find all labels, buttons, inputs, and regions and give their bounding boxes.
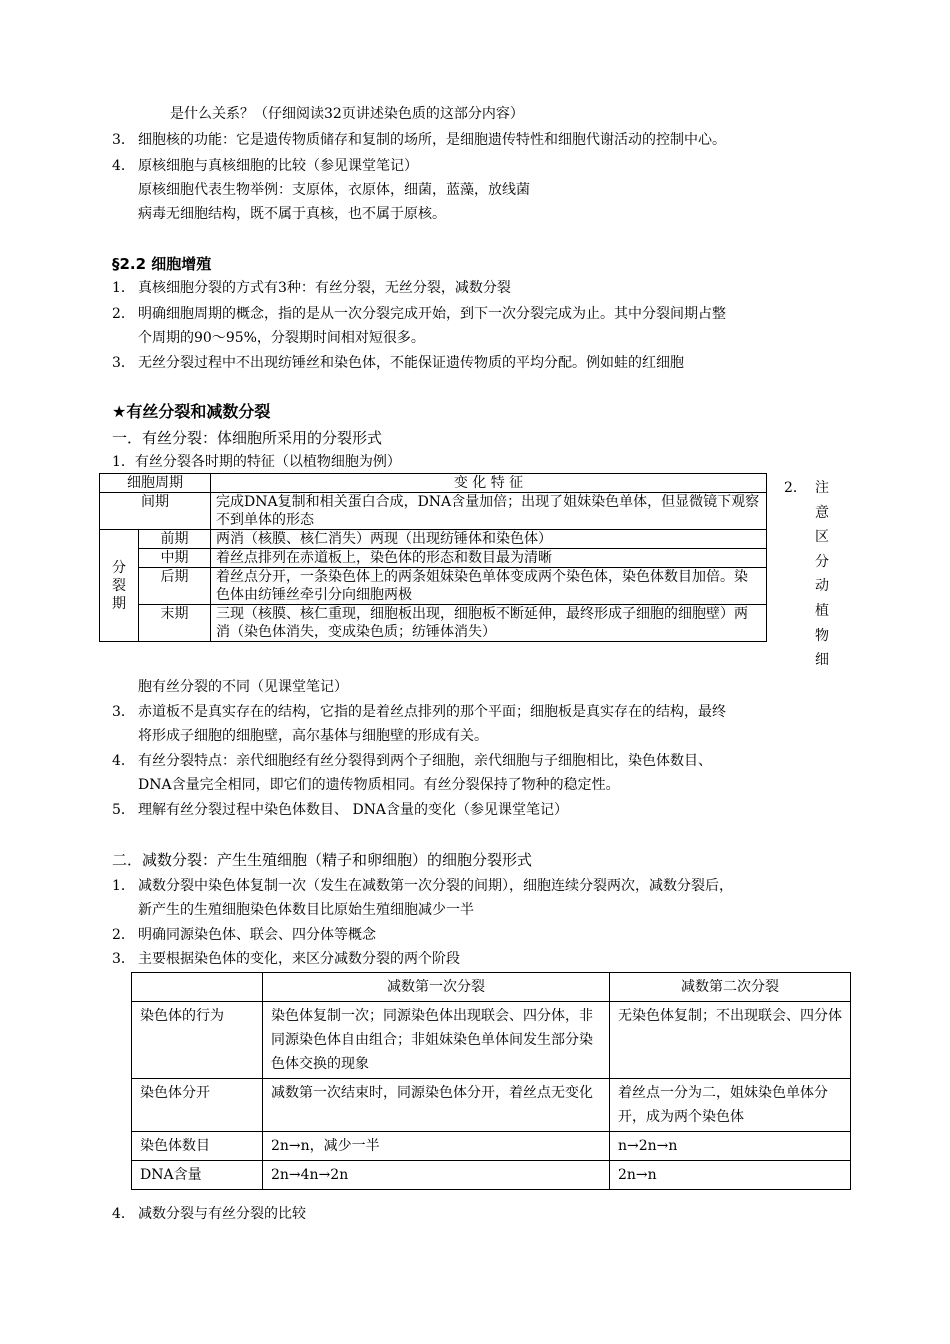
table1-metaphase-desc: 着丝点排列在赤道板上，染色体的形态和数目最为清晰 <box>211 549 767 568</box>
table1-header-feature: 变 化 特 征 <box>211 474 767 493</box>
s22-item-2-num: 2． <box>112 306 135 322</box>
p2-item-3-num: 3． <box>112 951 135 967</box>
p2-item-2: 明确同源染色体、联会、四分体等概念 <box>138 927 376 943</box>
s22-item-3-num: 3． <box>112 355 135 371</box>
intro-item-4-num: 4． <box>112 158 135 174</box>
p2-item-3: 主要根据染色体的变化，来区分减数分裂的两个阶段 <box>138 951 460 967</box>
p1-item-4-num: 4． <box>112 753 135 769</box>
p1-item-4: 有丝分裂特点：亲代细胞经有丝分裂得到两个子细胞，亲代细胞与子细胞相比，染色体数目、 <box>138 753 712 769</box>
table1-interphase: 间期 <box>100 493 211 530</box>
table1-phase-label-text: 分裂期 <box>112 559 127 612</box>
table1-anaphase-desc: 着丝点分开，一条染色体上的两条姐妹染色单体变成两个染色体，染色体数目加倍。染色体由纺锤丝牵引分向细胞两极 <box>211 568 767 605</box>
table2-cell: 染色体复制一次；同源染色体出现联会、四分体，非同源染色体自由组合；非姐妹染色单体间发生部分染色体交换的现象 <box>263 1002 610 1079</box>
side-item-2-cont: 胞有丝分裂的不同（见课堂笔记） <box>138 679 348 695</box>
table1-prophase-desc: 两消（核膜、核仁消失）两现（出现纺锤体和染色体） <box>211 530 767 549</box>
p2-item-1-cont: 新产生的生殖细胞染色体数目比原始生殖细胞减少一半 <box>138 902 474 918</box>
table1-header-cycle: 细胞周期 <box>100 474 211 493</box>
p1-item-4-cont: DNA含量完全相同，即它们的遗传物质相同。有丝分裂保持了物种的稳定性。 <box>138 777 620 793</box>
star-heading: ★有丝分裂和减数分裂 <box>112 402 271 421</box>
table2-cell: 减数第一次结束时，同源染色体分开，着丝点无变化 <box>263 1079 610 1132</box>
part1-item-1: 1．有丝分裂各时期的特征（以植物细胞为例） <box>112 454 401 470</box>
intro-line: 是什么关系？（仔细阅读32页讲述染色质的这部分内容） <box>170 106 524 122</box>
table1-prophase: 前期 <box>139 530 211 549</box>
p1-item-5-num: 5． <box>112 802 135 818</box>
side-item-2-num: 2． <box>784 480 807 496</box>
table2-cell: 2n→4n→2n <box>263 1161 610 1190</box>
p2-item-1-num: 1． <box>112 878 135 894</box>
intro-item-4: 原核细胞与真核细胞的比较（参见课堂笔记） <box>138 158 418 174</box>
table2-header-second: 减数第二次分裂 <box>610 973 851 1002</box>
intro-item-3-num: 3． <box>112 132 135 148</box>
intro-item-3: 细胞核的功能：它是遗传物质储存和复制的场所，是细胞遗传特性和细胞代谢活动的控制中心。 <box>138 132 726 148</box>
part1-title: 一．有丝分裂：体细胞所采用的分裂形式 <box>112 429 383 447</box>
table2-cell: n→2n→n <box>610 1132 851 1161</box>
meiosis-table <box>131 972 851 1190</box>
table1-telophase-desc: 三现（核膜、核仁重现，细胞板出现，细胞板不断延伸，最终形成子细胞的细胞壁）两消（染色体消失，变成染色质；纺锤体消失） <box>211 605 767 642</box>
p2-item-4: 减数分裂与有丝分裂的比较 <box>138 1206 306 1222</box>
table2-row-label: 染色体分开 <box>132 1079 263 1132</box>
p1-item-3: 赤道板不是真实存在的结构，它指的是着丝点排列的那个平面；细胞板是真实存在的结构，最终 <box>138 704 726 720</box>
intro-item-4-sub2: 病毒无细胞结构，既不属于真核，也不属于原核。 <box>138 206 446 222</box>
s22-item-1: 真核细胞分裂的方式有3种：有丝分裂，无丝分裂，减数分裂 <box>138 280 511 296</box>
table2-corner <box>132 973 263 1002</box>
table1-phase-label <box>100 530 139 642</box>
p1-item-3-cont: 将形成子细胞的细胞壁，高尔基体与细胞壁的形成有关。 <box>138 728 488 744</box>
table2-header-first: 减数第一次分裂 <box>263 973 610 1002</box>
p2-item-4-num: 4． <box>112 1206 135 1222</box>
table2-row-label: DNA含量 <box>132 1161 263 1190</box>
table1-telophase: 末期 <box>139 605 211 642</box>
section-heading: §2.2 细胞增殖 <box>112 255 212 273</box>
intro-item-4-sub1: 原核细胞代表生物举例：支原体，衣原体，细菌，蓝藻，放线菌 <box>138 182 530 198</box>
s22-item-2-cont: 个周期的90～95%，分裂期时间相对短很多。 <box>138 330 425 346</box>
s22-item-3: 无丝分裂过程中不出现纺锤丝和染色体，不能保证遗传物质的平均分配。例如蛙的红细胞 <box>138 355 684 371</box>
mitosis-table <box>99 473 767 642</box>
s22-item-1-num: 1． <box>112 280 135 296</box>
table2-cell: 着丝点一分为二，姐妹染色单体分开，成为两个染色体 <box>610 1079 851 1132</box>
table2-row-label: 染色体的行为 <box>132 1002 263 1079</box>
s22-item-2: 明确细胞周期的概念，指的是从一次分裂完成开始，到下一次分裂完成为止。其中分裂间期占整 <box>138 306 726 322</box>
table2-cell: 2n→n <box>610 1161 851 1190</box>
table1-metaphase: 中期 <box>139 549 211 568</box>
table2-cell: 无染色体复制；不出现联会、四分体 <box>610 1002 851 1079</box>
table1-anaphase: 后期 <box>139 568 211 605</box>
p1-item-5: 理解有丝分裂过程中染色体数目、 DNA含量的变化（参见课堂笔记） <box>138 802 569 818</box>
p1-item-3-num: 3． <box>112 704 135 720</box>
part2-title: 二．减数分裂：产生生殖细胞（精子和卵细胞）的细胞分裂形式 <box>112 851 533 869</box>
table2-row-label: 染色体数目 <box>132 1132 263 1161</box>
p2-item-1: 减数分裂中染色体复制一次（发生在减数第一次分裂的间期），细胞连续分裂两次，减数分裂后， <box>138 878 733 894</box>
table1-interphase-desc: 完成DNA复制和相关蛋白合成，DNA含量加倍；出现了姐妹染色单体，但显微镜下观察不到单体的形态 <box>211 493 767 530</box>
side-vertical-text <box>812 476 832 673</box>
table2-cell: 2n→n，减少一半 <box>263 1132 610 1161</box>
p2-item-2-num: 2． <box>112 927 135 943</box>
side-vertical-text-content: 注意区分动植物细 <box>815 480 829 669</box>
